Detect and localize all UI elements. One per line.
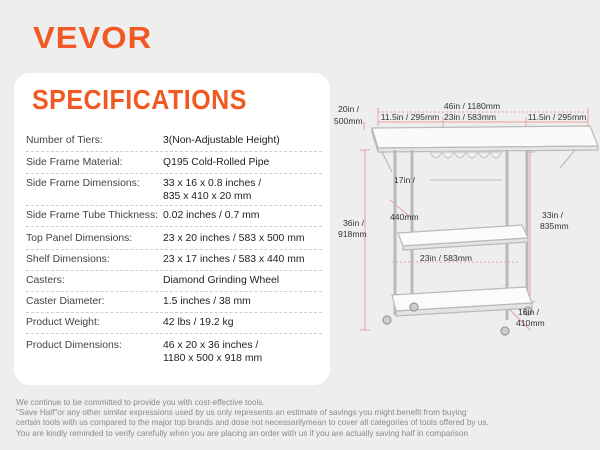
spec-value-line: 46 x 20 x 36 inches / bbox=[163, 340, 259, 351]
spec-value: 23 x 17 inches / 583 x 440 mm bbox=[163, 254, 305, 265]
top-depth-label-2: 500mm bbox=[334, 116, 363, 126]
spec-label: Product Dimensions: bbox=[26, 340, 122, 351]
spec-value: 0.02 inches / 0.7 mm bbox=[163, 210, 260, 221]
shelf-depth-label: 17in / bbox=[394, 175, 416, 185]
disclaimer-line: You are kindly reminded to verify carefully when you are placing an order with us if you are actually saving half in comparison bbox=[16, 428, 469, 438]
left-wing-label: 11.5in / 295mm bbox=[380, 112, 440, 122]
spec-value-line: 835 x 410 x 20 mm bbox=[163, 191, 252, 202]
frame-depth-label-2: 410mm bbox=[516, 318, 545, 328]
spec-value: 3(Non-Adjustable Height) bbox=[163, 135, 280, 146]
vevor-logo: VEVOR bbox=[33, 20, 153, 55]
spec-label: Side Frame Material: bbox=[26, 157, 123, 168]
spec-value: 23 x 20 inches / 583 x 500 mm bbox=[163, 233, 305, 244]
frame-depth-label: 16in / bbox=[518, 307, 540, 317]
top-width-label: 23in / 583mm bbox=[443, 112, 497, 122]
disclaimer-line: "Save Half"or any other similar expressions used by us only represents an estimate of savings you might benefit from buying bbox=[16, 408, 467, 418]
spec-value: 42 lbs / 19.2 kg bbox=[163, 317, 234, 328]
spec-label: Side Frame Dimensions: bbox=[26, 178, 140, 189]
spec-value: 1.5 inches / 38 mm bbox=[163, 296, 251, 307]
specifications-heading: SPECIFICATIONS bbox=[32, 85, 247, 116]
shelf-depth-label-2: 440mm bbox=[390, 212, 419, 222]
frame-height-label: 33in / bbox=[542, 210, 564, 220]
disclaimer-text bbox=[16, 398, 591, 439]
disclaimer-line: We continue to be committed to provide you with cost-effective tools. bbox=[16, 398, 265, 407]
spec-value: Q195 Cold-Rolled Pipe bbox=[163, 157, 270, 168]
right-wing-label: 11.5in / 295mm bbox=[527, 112, 587, 122]
spec-value: Diamond Grinding Wheel bbox=[163, 275, 280, 286]
spec-label: Shelf Dimensions: bbox=[26, 254, 110, 265]
spec-label: Side Frame Tube Thickness: bbox=[26, 210, 159, 221]
height-label: 36in / bbox=[343, 218, 365, 228]
overall-width-label: 46in / 1180mm bbox=[443, 101, 501, 111]
disclaimer-line: certain tools with us compared to the major top brands and dose not necessarilymean to cover all categories of tools offered by us. bbox=[16, 418, 489, 428]
frame-height-label-2: 835mm bbox=[540, 221, 569, 231]
top-depth-label: 20in / bbox=[338, 104, 360, 114]
spec-label: Casters: bbox=[26, 275, 65, 286]
spec-value-line: 1180 x 500 x 918 mm bbox=[163, 353, 263, 364]
height-label-2: 918mm bbox=[338, 229, 367, 239]
spec-label: Product Weight: bbox=[26, 317, 100, 328]
spec-value-line: 33 x 16 x 0.8 inches / bbox=[163, 178, 262, 189]
spec-label: Number of Tiers: bbox=[26, 135, 103, 146]
spec-label: Caster Diameter: bbox=[26, 296, 105, 307]
shelf-width-label: 23in / 583mm bbox=[419, 253, 473, 263]
spec-label: Top Panel Dimensions: bbox=[26, 233, 133, 244]
